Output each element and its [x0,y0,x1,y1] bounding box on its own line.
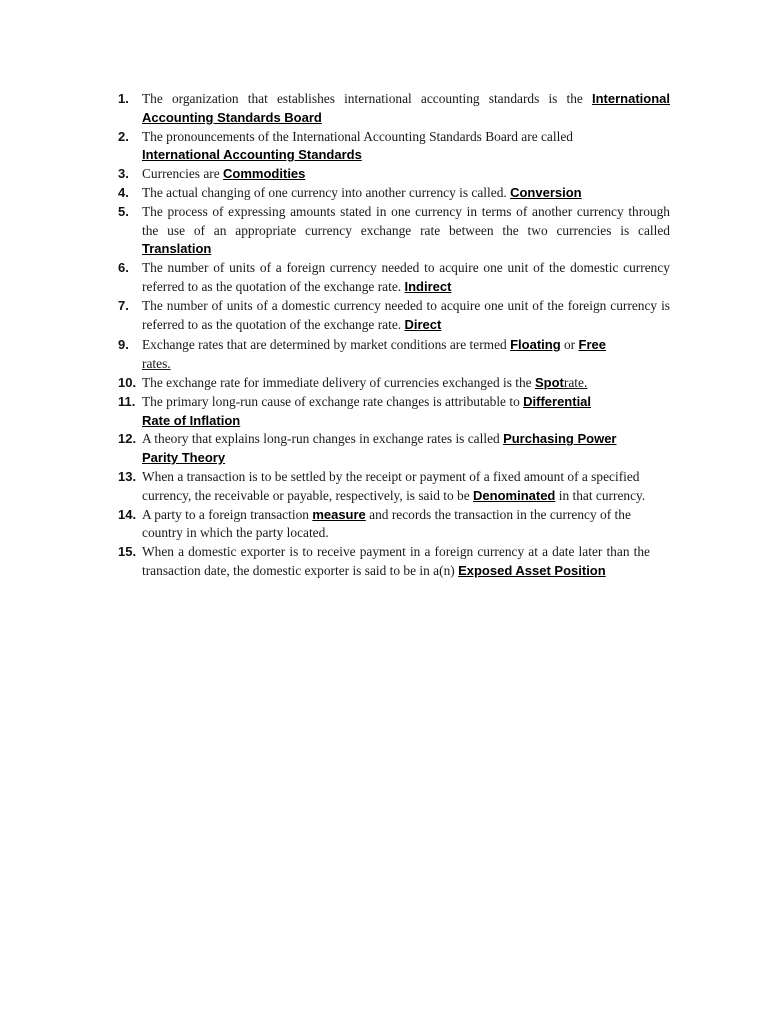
list-item [112,297,670,335]
list-item [112,165,670,184]
question-text: Currencies are [142,166,224,182]
answer-text: Indirect [404,278,452,294]
list-item [112,259,670,297]
item-number: 3. [118,166,129,182]
list-item [112,184,670,203]
item-number: 2. [118,128,129,144]
question-text: The primary long-run cause of exchange rate changes is attributable to [142,393,524,409]
item-number: 11. [118,393,136,409]
question-text: The pronouncements of the International Accounting Standards Board are called [142,128,573,144]
answer-text: Floating [510,337,561,353]
answer-text: Commodities [223,166,306,182]
question-text: The number of units of a domestic currency needed to acquire one unit of the foreign currency is referred to as the quotation of the exchange rate. [142,297,670,332]
question-list [112,90,670,581]
item-number: 15. [118,544,137,560]
list-item [112,203,670,259]
answer-text: Conversion [510,184,582,200]
answer-text: Exposed Asset Position [458,562,606,578]
item-number: 9. [118,337,129,353]
answer-text: Direct [404,316,442,332]
question-tail: and records the transaction in the currency of the country in which the party located. [142,506,631,541]
item-number: 14. [118,506,137,522]
answer-text: Spot [534,374,564,390]
list-item [112,336,670,374]
question-text: Exchange rates that are determined by market conditions are termed [142,337,511,353]
question-text: The number of units of a foreign currency needed to acquire one unit of the domestic currency referred to as the quotation of the exchange rate. [142,260,670,294]
answer-connector: or [560,337,579,353]
list-item [112,543,670,581]
list-item [112,128,670,166]
question-text: A party to a foreign transaction [142,506,313,522]
list-item [112,393,670,431]
answer-text: Denominated [473,487,556,503]
item-number: 5. [118,203,129,219]
answer-text: Translation [142,241,212,257]
question-text: When a transaction is to be settled by the receipt or payment of a fixed amount of a specified currency, the receivable or payable, respectively, is said to be [142,468,640,503]
question-text: The actual changing of one currency into another currency is called. [142,184,511,200]
answer-text: measure [312,506,366,522]
question-text: A theory that explains long-run changes in exchange rates is called [142,431,504,447]
answer-text: Differential Rate of Inflation [142,393,592,428]
question-tail: in that currency. [555,487,646,503]
list-item [112,430,670,468]
answer-text-2: Free [578,337,606,353]
question-text: The process of expressing amounts stated in one currency in terms of another currency through the use of an appropriate currency exchange rate between the two currencies is called [142,203,670,238]
question-text: The organization that establishes international accounting standards is the [142,91,592,106]
item-number: 10. [118,374,137,390]
item-number: 13. [118,468,137,484]
list-item [112,506,670,544]
question-tail: rates. [142,356,171,372]
item-number: 4. [118,184,129,200]
answer-text: Purchasing Power Parity Theory [142,431,617,466]
item-number: 6. [118,260,129,276]
answer-text: International Accounting Standards [142,147,362,163]
item-number: 7. [118,297,129,313]
answer-text: International Accounting Standards Board [142,91,670,125]
list-item [112,374,670,393]
question-text: When a domestic exporter is to receive payment in a foreign currency at a date later than the transaction date, the domestic exporter is said to be in a(n) [142,544,650,578]
question-text: The exchange rate for immediate delivery of currencies exchanged is the [142,374,535,390]
item-number: 1. [118,91,129,106]
item-number: 12. [118,431,137,447]
list-item [112,468,670,506]
list-item [112,90,670,128]
question-tail: rate. [563,374,588,390]
